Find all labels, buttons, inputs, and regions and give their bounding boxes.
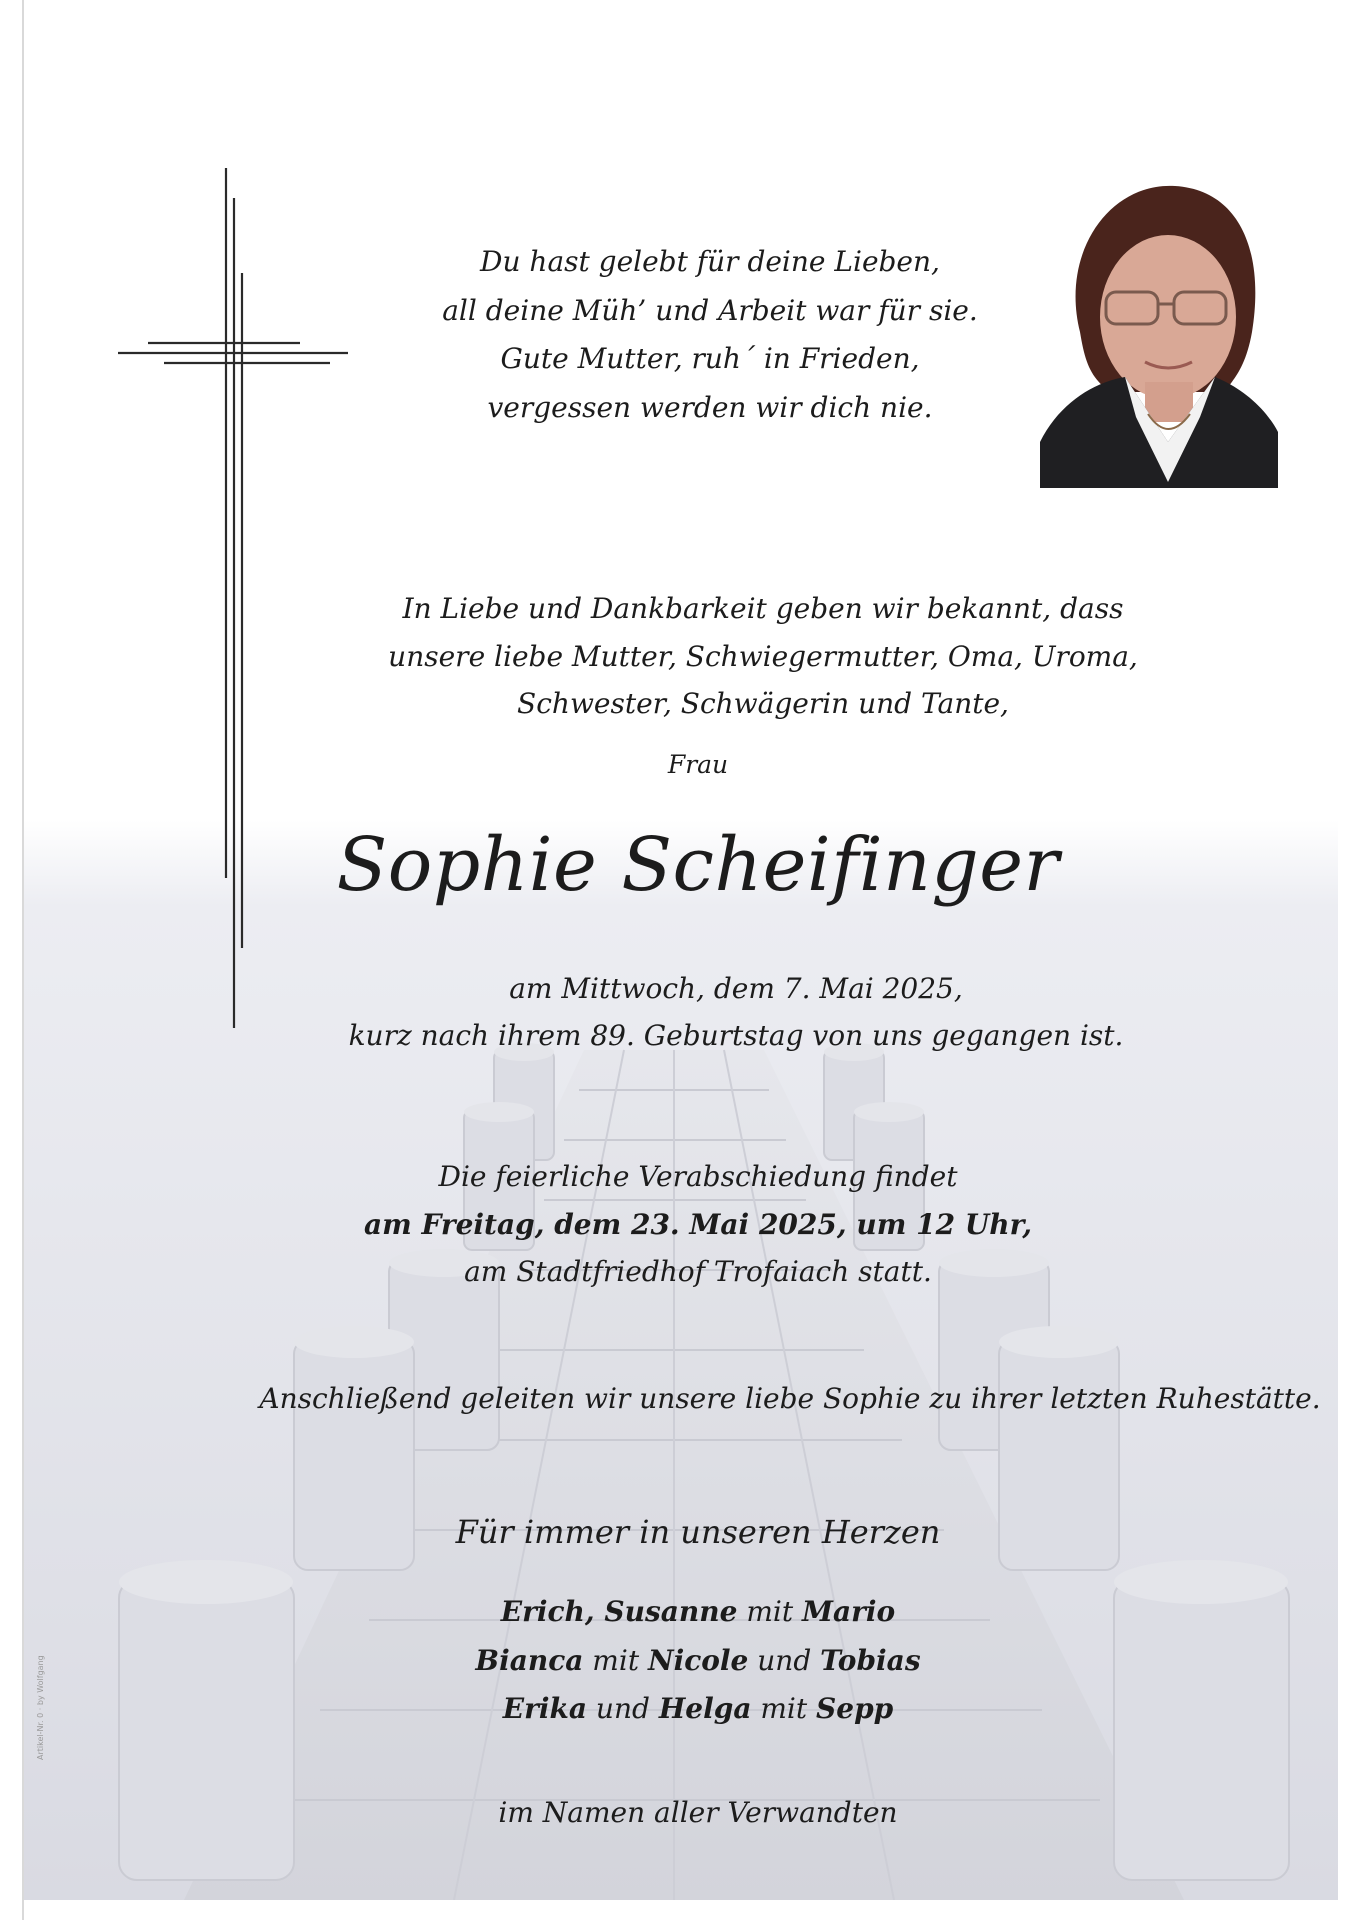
- family-names: Sepp: [816, 1692, 894, 1725]
- ceremony-place: am Stadtfriedhof Trofaiach statt.: [464, 1255, 932, 1288]
- announcement-line: In Liebe und Dankbarkeit geben wir bekannt, dass: [402, 592, 1124, 625]
- family-line: [148, 1588, 1248, 1637]
- poem-line: Du hast gelebt für deine Lieben,: [480, 245, 940, 278]
- family-joiner: und: [748, 1643, 821, 1677]
- family-joiner: mit: [583, 1643, 648, 1677]
- ceremony-datetime: am Freitag, dem 23. Mai 2025, um 12 Uhr,: [363, 1207, 1033, 1241]
- ceremony-intro: Die feierliche Verabschiedung findet: [438, 1160, 958, 1193]
- family-names: Nicole: [647, 1643, 749, 1677]
- family-joiner: und: [587, 1692, 659, 1725]
- family-line: [148, 1685, 1248, 1734]
- family-names: Helga: [658, 1692, 752, 1725]
- family-names: Mario: [802, 1595, 896, 1628]
- death-notice-line: am Mittwoch, dem 7. Mai 2025,: [509, 972, 963, 1005]
- deceased-name: Sophie Scheifinger: [336, 822, 1060, 908]
- family-names: Bianca: [475, 1643, 584, 1677]
- relatives-signature: im Namen aller Verwandten: [498, 1796, 898, 1829]
- poem: [230, 238, 1190, 432]
- announcement: [148, 585, 1357, 728]
- poem-line: vergessen werden wir dich nie.: [487, 390, 933, 424]
- family-line: [148, 1637, 1248, 1686]
- burial-notice: Anschließend geleiten wir unsere liebe Sophie zu ihrer letzten Ruhestätte.: [259, 1382, 1321, 1415]
- announcement-line: Schwester, Schwägerin und Tante,: [517, 687, 1009, 720]
- ceremony-details: [148, 1153, 1248, 1296]
- poem-line: Gute Mutter, ruh´ in Frieden,: [500, 342, 920, 375]
- family-joiner: mit: [737, 1595, 802, 1628]
- closing-heading: Für immer in unseren Herzen: [455, 1513, 941, 1551]
- announcement-line: unsere liebe Mutter, Schwiegermutter, Oma, Uroma,: [388, 639, 1138, 673]
- death-notice: [148, 965, 1324, 1059]
- death-notice-line: kurz nach ihrem 89. Geburtstag von uns gegangen ist.: [348, 1019, 1124, 1052]
- deceased-title: Frau: [667, 750, 729, 779]
- family-names: Erika: [502, 1692, 588, 1725]
- family-names: Tobias: [820, 1643, 921, 1677]
- poem-line: all deine Müh’ und Arbeit war für sie.: [442, 293, 978, 327]
- print-credit: Artikel-Nr. 0 · by Wolfgang: [36, 1655, 45, 1760]
- family-list: [148, 1588, 1248, 1734]
- family-names: Erich, Susanne: [500, 1595, 738, 1628]
- family-joiner: mit: [751, 1692, 817, 1725]
